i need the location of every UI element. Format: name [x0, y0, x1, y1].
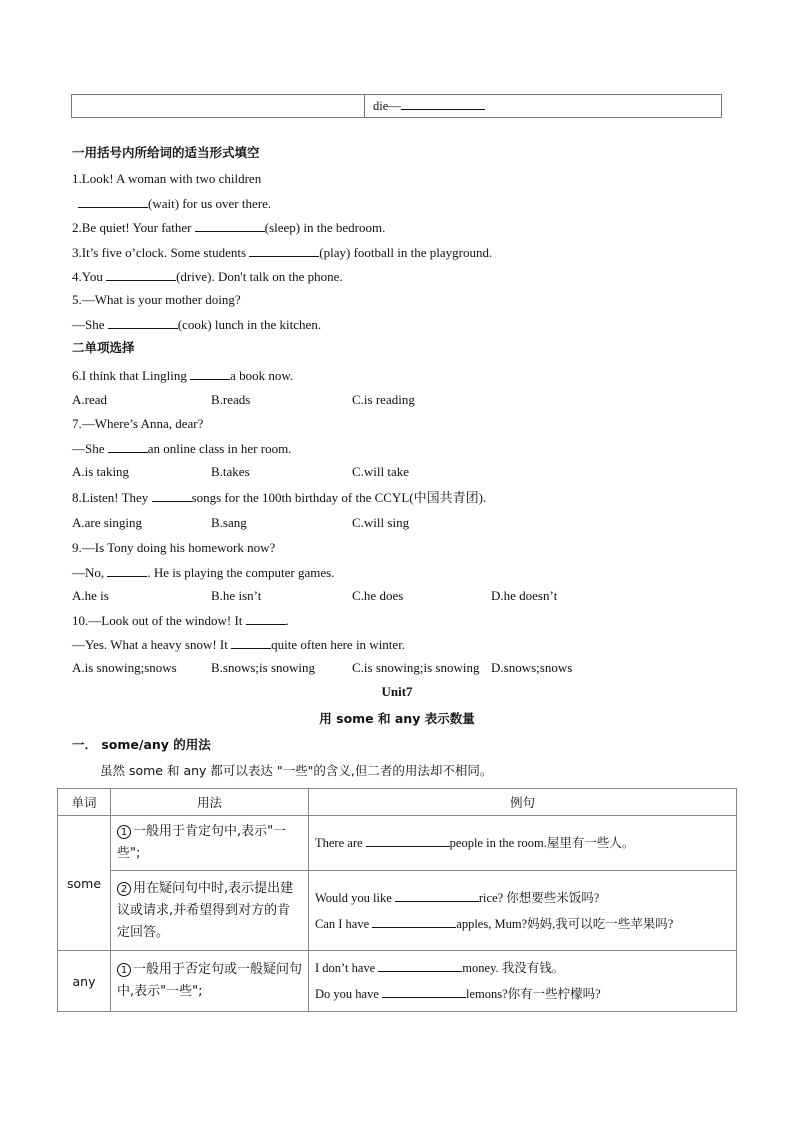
header-example: 例句: [309, 789, 737, 816]
q7-option-c[interactable]: C.will take: [352, 464, 410, 479]
q6-option-a[interactable]: A.read: [72, 392, 108, 407]
question-7: 7.—Where’s Anna, dear?: [72, 416, 204, 431]
answer-blank[interactable]: [106, 268, 176, 281]
unit-subtitle: 用 some 和 any 表示数量: [319, 711, 475, 726]
q7-option-a[interactable]: A.is taking: [72, 464, 130, 479]
q7-option-b[interactable]: B.takes: [211, 464, 250, 479]
section1-heading: 一用括号内所给词的适当形式填空: [72, 145, 260, 160]
q9-option-b[interactable]: B.he isn’t: [211, 588, 262, 603]
header-word: 单词: [58, 789, 111, 816]
answer-blank[interactable]: [401, 97, 485, 110]
question-10: 10.—Look out of the window! It .: [72, 613, 289, 628]
q9-option-c[interactable]: C.he does: [352, 588, 404, 603]
answer-blank[interactable]: [395, 889, 479, 902]
top-table-right-cell: [365, 95, 721, 117]
table-row: [58, 951, 737, 1012]
q10-option-b[interactable]: B.snows;is snowing: [211, 660, 316, 675]
question-5-answer: —She (cook) lunch in the kitchen.: [72, 317, 322, 332]
q10-option-a[interactable]: A.is snowing;snows: [72, 660, 177, 675]
top-table-left-cell: [72, 95, 365, 117]
some-example-1: There are people in the room.屋里有一些人。: [309, 816, 737, 871]
question-5: 5.—What is your mother doing?: [72, 292, 241, 307]
question-1-cont: (wait) for us over there.: [78, 195, 271, 212]
q9-option-d[interactable]: D.he doesn’t: [491, 588, 558, 603]
section3-intro: 虽然 some 和 any 都可以表达 "一些"的含义,但二者的用法却不相同。: [100, 763, 493, 778]
question-3: 3.It’s five o’clock. Some students (play) football in the playground.: [72, 245, 493, 260]
answer-blank[interactable]: [366, 834, 450, 847]
unit-title: Unit7: [381, 684, 413, 699]
question-4: 4.You (drive). Don't talk on the phone.: [72, 269, 343, 284]
answer-blank[interactable]: [382, 985, 466, 998]
q9-option-a[interactable]: A.he is: [72, 588, 109, 603]
q6-option-b[interactable]: B.reads: [211, 392, 251, 407]
question-6: 6.I think that Lingling a book now.: [72, 368, 294, 383]
answer-blank[interactable]: [195, 219, 265, 232]
question-2: 2.Be quiet! Your father (sleep) in the bedroom.: [72, 220, 386, 235]
answer-blank[interactable]: [108, 316, 178, 329]
q10-option-d[interactable]: D.snows;snows: [491, 660, 573, 675]
some-usage-1: 1 一般用于肯定句中,表示"一些";: [111, 816, 309, 871]
section3-heading: 一． some/any 的用法: [72, 737, 211, 752]
section2-heading: 二单项选择: [72, 340, 135, 355]
question-9: 9.—Is Tony doing his homework now?: [72, 540, 276, 555]
circled-number: 1: [117, 963, 131, 977]
answer-blank[interactable]: [372, 915, 456, 928]
question-9-answer: —No, . He is playing the computer games.: [72, 565, 335, 580]
answer-blank[interactable]: [108, 440, 148, 453]
q8-option-a[interactable]: A.are singing: [72, 515, 143, 530]
some-usage-2: 2 用在疑问句中时,表示提出建议或请求,并希望得到对方的肯定回答。: [111, 871, 309, 951]
word-any: any: [58, 951, 111, 1012]
answer-blank[interactable]: [78, 195, 148, 208]
circled-number: 1: [117, 825, 131, 839]
q10-option-c[interactable]: C.is snowing;is snowing: [352, 660, 480, 675]
some-example-2: Would you like rice? 你想要些米饭吗? Can I have apples, Mum?妈妈,我可以吃一些苹果吗?: [309, 871, 737, 951]
die-prompt: die—: [373, 99, 401, 113]
question-7-answer: —She an online class in her room.: [72, 441, 292, 456]
table-row: [58, 871, 737, 951]
answer-blank[interactable]: [249, 244, 319, 257]
circled-number: 2: [117, 882, 131, 896]
question-1: 1.Look! A woman with two children: [72, 171, 262, 186]
answer-blank[interactable]: [231, 636, 271, 649]
word-some: some: [58, 816, 111, 951]
table-header-row: [58, 789, 737, 816]
table-row: [58, 816, 737, 871]
answer-blank[interactable]: [378, 959, 462, 972]
answer-blank[interactable]: [107, 564, 147, 577]
header-usage: 用法: [111, 789, 309, 816]
q6-option-c[interactable]: C.is reading: [352, 392, 415, 407]
question-8: 8.Listen! They songs for the 100th birthday of the CCYL(中国共青团).: [72, 490, 487, 505]
any-examples: I don’t have money. 我没有钱。 Do you have lemons?你有一些柠檬吗?: [309, 951, 737, 1012]
any-usage-1: 1 一般用于否定句或一般疑问句中,表示"一些";: [111, 951, 309, 1012]
top-fragment-table: [71, 94, 722, 118]
answer-blank[interactable]: [246, 612, 286, 625]
answer-blank[interactable]: [190, 367, 230, 380]
some-any-usage-table: [57, 788, 737, 1012]
q8-option-c[interactable]: C.will sing: [352, 515, 410, 530]
question-10-answer: —Yes. What a heavy snow! It quite often here in winter.: [72, 637, 406, 652]
answer-blank[interactable]: [152, 489, 192, 502]
q8-option-b[interactable]: B.sang: [211, 515, 247, 530]
